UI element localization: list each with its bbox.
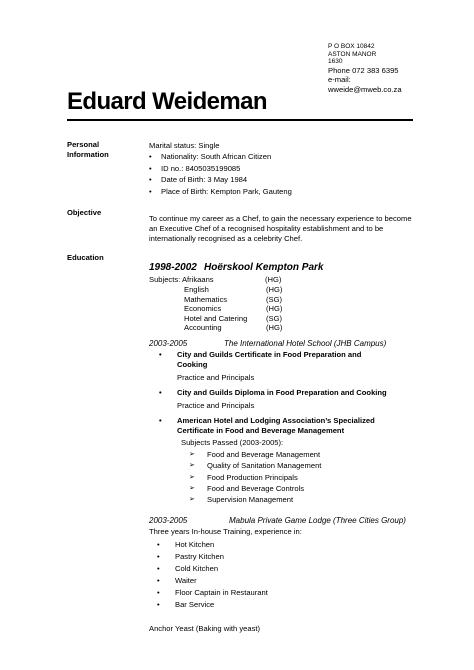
cert-title: • City and Guilds Certificate in Food Preparation and Cooking	[177, 350, 362, 369]
management-subjects	[149, 449, 419, 505]
lodge-intro: Three years In-house Training, experience in:	[149, 527, 302, 536]
email: wweide@mweb.co.za	[328, 84, 402, 94]
hotel-years: 2003-2005	[149, 339, 188, 348]
subjects-table	[184, 285, 282, 333]
objective-text: To continue my career as a Chef, to gain the necessary experience to become an Executive Chef of a recognised hospitality establishment and to be internationally recognised as a celebrity Chef.	[149, 214, 412, 243]
school-name: Hoërskool Kempton Park	[204, 262, 324, 273]
lodge-entry	[149, 516, 429, 611]
subject-grade: (SG)	[266, 313, 283, 323]
personal-info	[149, 140, 419, 197]
list-item	[149, 416, 419, 448]
subject-grade: (SG)	[266, 294, 283, 304]
list-item: • Date of Birth: 3 May 1984	[149, 174, 419, 186]
list-item: ➢ Quality of Sanitation Management	[149, 460, 419, 471]
section-heading-personal: Personal Information	[67, 140, 109, 159]
subject-name: Mathematics	[184, 294, 228, 304]
list-item	[149, 350, 419, 383]
subject-grade: (HG)	[266, 323, 283, 332]
subject-name: Accounting	[184, 323, 222, 332]
subject-name: Afrikaans	[181, 275, 214, 284]
phone: Phone 072 383 6395	[328, 65, 399, 75]
lodge-years: 2003-2005	[149, 516, 188, 525]
hotel-certificates	[149, 350, 419, 448]
subject-grade: (HG)	[265, 275, 282, 284]
hotel-school-entry	[149, 338, 419, 505]
address-line: ASTON MANOR	[328, 50, 377, 58]
subject-name: Economics	[184, 304, 222, 313]
table-row	[184, 295, 282, 305]
subject-name: English	[184, 285, 209, 294]
hotel-name: The International Hotel School (JHB Campus)	[224, 339, 387, 348]
list-item: • Place of Birth: Kempton Park, Gauteng	[149, 186, 419, 198]
list-item: ➢ Supervision Management	[149, 494, 419, 505]
table-row	[184, 323, 282, 333]
subject-grade: (HG)	[266, 304, 283, 313]
subject-grade: (HG)	[266, 285, 283, 294]
email-label: e-mail:	[328, 75, 351, 85]
lodge-training-list	[149, 539, 429, 611]
anchor-yeast: Anchor Yeast (Baking with yeast)	[149, 624, 261, 633]
list-item: ➢ Food Production Principals	[149, 472, 419, 483]
list-item: • Waiter	[149, 575, 429, 587]
list-item: ➢ Food and Beverage Controls	[149, 483, 419, 494]
list-item: • ID no.: 8405035199085	[149, 163, 419, 175]
subject-name: Hotel and Catering	[184, 313, 248, 323]
section-heading-education: Education	[67, 253, 104, 262]
cert-title: • City and Guilds Diploma in Food Preparation and Cooking	[177, 388, 387, 397]
cert-sub: Practice and Principals	[177, 401, 255, 410]
personal-list	[149, 151, 419, 197]
divider	[67, 119, 413, 121]
applicant-name: Eduard Weideman	[67, 88, 267, 115]
table-row	[184, 314, 282, 324]
list-item: • Bar Service	[149, 599, 429, 611]
list-item: • Pastry Kitchen	[149, 551, 429, 563]
list-item	[149, 388, 419, 411]
list-item: ➢ Food and Beverage Management	[149, 449, 419, 460]
school-years: 1998-2002	[149, 262, 197, 273]
list-item: • Nationality: South African Citizen	[149, 151, 419, 163]
table-row	[184, 304, 282, 314]
list-item: • Floor Captain in Restaurant	[149, 587, 429, 599]
list-item: • Hot Kitchen	[149, 539, 429, 551]
school-entry	[149, 262, 419, 333]
cert-title: • American Hotel and Lodging Association’s Specialized Certificate in Food and Beverage Management	[177, 416, 375, 435]
address-line: P O BOX 10842	[328, 43, 375, 50]
section-heading-objective: Objective	[67, 208, 102, 217]
lodge-name: Mabula Private Game Lodge (Three Cities Group)	[229, 516, 406, 525]
list-item: • Cold Kitchen	[149, 563, 429, 575]
marital-status: Marital status: Single	[149, 141, 220, 150]
cert-sub: Practice and Principals	[177, 373, 255, 382]
table-row	[184, 285, 282, 295]
subjects-label: Subjects:	[149, 275, 181, 284]
address-line: 1630	[328, 58, 343, 66]
contact-block	[328, 43, 402, 94]
cert-sub: Subjects Passed (2003-2005):	[181, 438, 284, 447]
